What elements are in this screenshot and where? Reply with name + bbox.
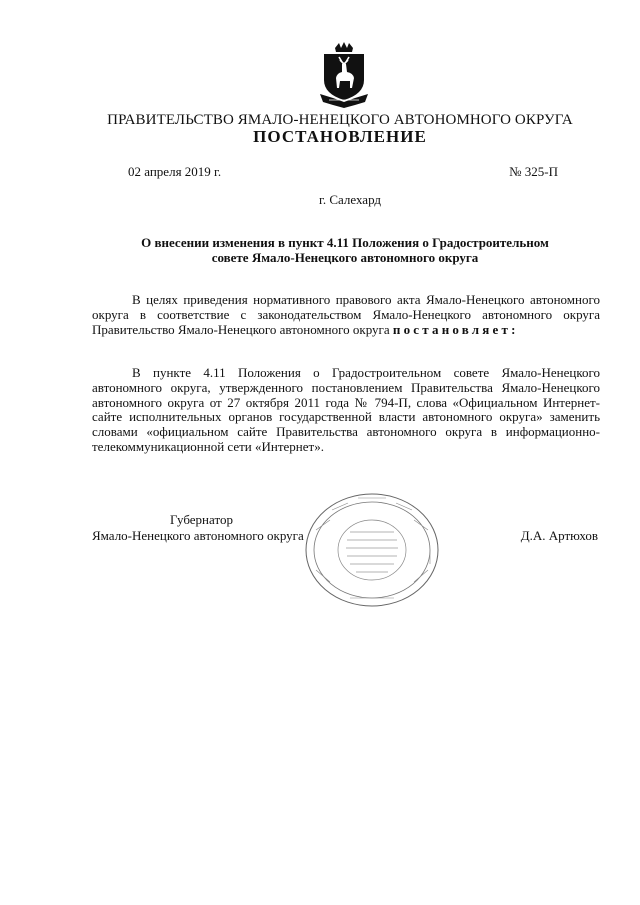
- document-type: ПОСТАНОВЛЕНИЕ: [253, 127, 427, 146]
- paragraph-amendment: В пункте 4.11 Положения о Градостроительном совете Ямало-Ненецкого автономного округа, утвержденного постановлением Правительства Ямало-Ненецкого автономного округа от 27 октября 2011 года № 794-П, слова «Официальном Интернет-сайте исполнительных органов государственной власти автономного округа» заменить словами «официальном сайте Правительства автономного округа в информационно-телекоммуникационной сети «Интернет».: [92, 365, 600, 454]
- document-heading: [100, 235, 590, 265]
- paragraph-preamble: [92, 293, 600, 337]
- signatory-title: Губернатор: [170, 512, 233, 527]
- signatory-organization: Ямало-Ненецкого автономного округа: [92, 528, 304, 543]
- official-seal-stamp: [302, 490, 442, 610]
- resolves-word: постановляет:: [392, 321, 519, 337]
- signatory-name: Д.А. Артюхов: [520, 528, 598, 543]
- heading-line-1: О внесении изменения в пункт 4.11 Положения о Градостроительном: [141, 235, 549, 250]
- document-number: № 325-П: [509, 164, 558, 179]
- document-date: 02 апреля 2019 г.: [128, 164, 222, 179]
- preamble-text: В целях приведения нормативного правового акта Ямало-Ненецкого автономного округа в соответствие с законодательством Ямало-Ненецкого автономного округа Правительство Ямало-Ненецкого автономного округа: [92, 292, 600, 337]
- coat-of-arms-icon: [315, 42, 373, 108]
- government-title: ПРАВИТЕЛЬСТВО ЯМАЛО-НЕНЕЦКОГО АВТОНОМНОГО ОКРУГА: [107, 112, 573, 128]
- heading-line-2: совете Ямало-Ненецкого автономного округа: [211, 250, 479, 265]
- document-city: г. Салехард: [318, 192, 382, 207]
